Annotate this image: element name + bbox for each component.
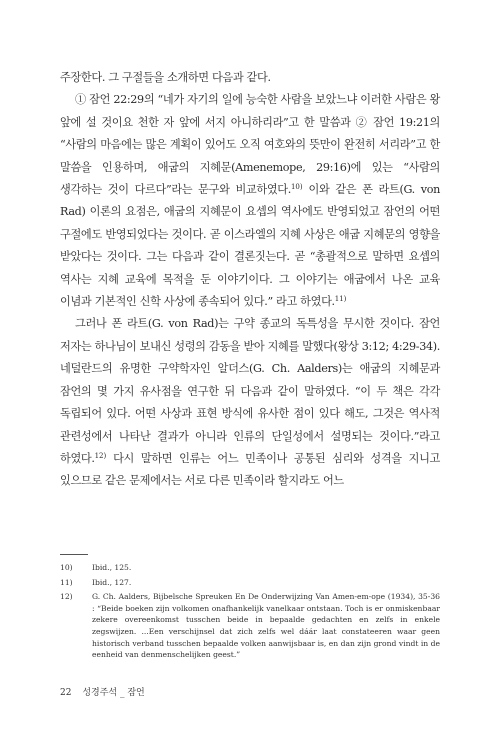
footnote-number: 10) <box>60 563 73 572</box>
footnote-10 <box>60 562 440 574</box>
paragraph-1-part-1: ① 잠언 22:29의 “네가 자기의 일에 능숙한 사람을 보았느냐 이러한 사람은 왕 앞에 설 것이요 천한 자 앞에 서지 아니하리라”고 한 말씀과 ② 잠언 19:21의 “사람의 마음에는 많은 계획이 있어도 오직 여호와의 뜻만이 완전히 서리라”고 한 말씀을 인용하며, 애굽의 지혜문(Amenemope, 29:16)에 있는 “사람의 생각하는 것이 다르다”라는 문구와 비교하였다. <box>60 93 440 197</box>
page-footer <box>60 685 145 698</box>
footnotes <box>60 562 440 664</box>
footnote-divider <box>60 554 88 555</box>
lead-paragraph: 주장한다. 그 구절들을 소개하면 다음과 같다. <box>60 71 271 84</box>
paragraph-1-part-2: 이와 같은 폰 라트(G. von Rad) 이론의 요점은, 애굽의 지혜문이 요셉의 역사에도 반영되었고 잠언의 어떤 구절에도 반영되었다는 것이다. 곧 이스라엘의 지혜 사상은 애굽 지혜문의 영향을 받았다는 것이다. 그는 다음과 같이 결론짓는다. 곧 “총괄적으로 말하면 요셉의 역사는 지혜 교육에 목적을 둔 이야기이다. 그 이야기는 애굽에서 나온 교육 이념과 기본적인 신학 사상에 종속되어 있다.” 라고 하였다. <box>60 183 440 309</box>
paragraph-2-part-1: 그러나 폰 라트(G. von Rad)는 구약 종교의 독특성을 무시한 것이다. 잠언 저자는 하나님이 보내신 성령의 감동을 받아 지혜를 말했다(왕상 3:12; 4:29-34). 네덜란드의 유명한 구약학자인 알더스(G. Ch. Aalders)는 애굽의 지혜문과 잠언의 몇 가지 유사점을 연구한 뒤 다음과 같이 말하였다. “이 두 책은 각각 독립되어 있다. 어떤 사상과 표현 방식에 유사한 점이 있다 해도, 그것은 역사적 관련성에서 나타난 결과가 아니라 인류의 단일성에서 설명되는 것이다.”라고 하였다. <box>60 317 440 465</box>
paragraph-2 <box>60 313 440 492</box>
footnote-ref-11[interactable]: 11) <box>334 295 347 304</box>
footnote-ref-10[interactable]: 10) <box>290 183 303 192</box>
footnote-text: Ibid., 127. <box>92 577 132 587</box>
footnote-number: 12) <box>60 592 73 602</box>
body-text <box>60 67 440 493</box>
footnote-ref-12[interactable]: 12) <box>94 451 107 460</box>
paragraph-2-part-2: 다시 말하면 인류는 어느 민족이나 공통된 심리와 성격을 지니고 있으므로 같은 문제에서는 서로 다른 민족이라 할지라도 어느 <box>60 451 440 488</box>
footnote-11 <box>60 577 440 589</box>
footnote-12 <box>60 591 440 661</box>
footnote-text: G. Ch. Aalders, Bijbelsche Spreuken En De Onderwijzing Van Amen-em-ope (1934), 35-36 : “Beide boeken zijn volkomen onafhankelijk vanelkaar ontstaan. Toch is er onmiskenbaar zekere overeenkomst tusschen beide in bepaalde gedachten en zelfs in enkele zegswijzen. ...Een verschijnsel dat zich zelfs wel dáár laat constateeren waar geen historisch verband tusschen bepaalde volken aanwijsbaar is, en dan zijn grond vindt in de eenheid van denmenschelijken geest.” <box>92 592 440 660</box>
footnote-number: 11) <box>60 577 73 587</box>
footnote-text: Ibid., 125. <box>92 563 132 572</box>
paragraph-1 <box>60 89 440 313</box>
running-title: 성경주석 _ 잠언 <box>82 688 145 698</box>
page-number: 22 <box>60 688 72 698</box>
